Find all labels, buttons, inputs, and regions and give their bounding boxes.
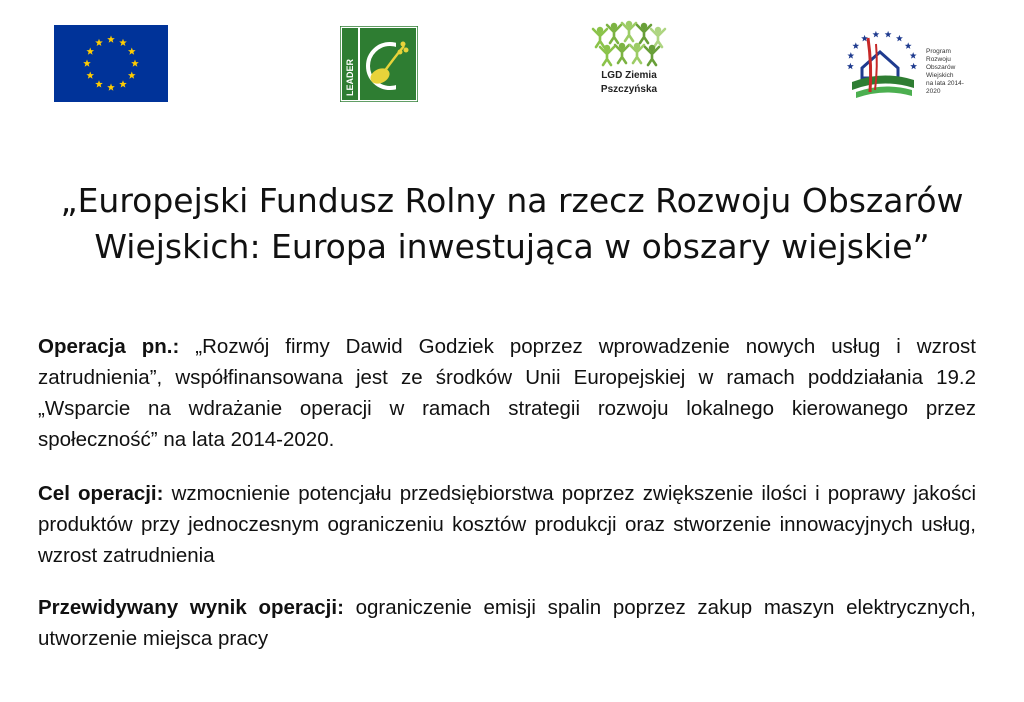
operation-goal-paragraph [38, 478, 976, 571]
lgd-logo-line1: LGD Ziemia [601, 70, 657, 81]
lgd-figure-icon [615, 43, 629, 63]
lgd-figure-icon [637, 23, 651, 43]
operation-goal-label: Cel operacji: [38, 482, 164, 505]
operation-name-paragraph [38, 331, 976, 455]
prow-logo [842, 22, 974, 104]
prow-star-icon [905, 42, 912, 49]
prow-star-icon [885, 31, 892, 38]
lgd-figure-icon [593, 27, 607, 47]
lgd-figure-icon [600, 45, 614, 65]
lgd-figure-icon [622, 21, 636, 41]
expected-result-text: ograniczenie emisji spalin poprzez zakup maszyn elektrycznych, utworzenie miejsca pracy [38, 596, 976, 650]
lgd-figure-icon [630, 43, 644, 63]
lgd-figure-icon [645, 45, 659, 65]
prow-star-icon [852, 42, 859, 49]
prow-line-2: Rozwoju [926, 56, 951, 63]
expected-result-paragraph [38, 592, 976, 654]
leader-logo-text: LEADER [345, 58, 355, 96]
lgd-logo [590, 20, 668, 104]
expected-result-label: Przewidywany wynik operacji: [38, 596, 344, 619]
operation-name-text: „Rozwój firmy Dawid Godziek poprzez wprowadzenie nowych usług i wzrost zatrudnienia”, współfinansowana jest ze środków Unii Europejskiej w ramach poddziałania 19.2 „Wsparcie na wdrażanie operacji w ramach strategii rozwoju lokalnego kierowanego przez społeczność” na lata 2014-2020. [38, 335, 976, 451]
lgd-figures-icon [590, 20, 668, 68]
prow-star-icon [847, 52, 854, 59]
lgd-figure-icon [651, 27, 665, 47]
prow-star-icon [847, 63, 854, 70]
prow-line-1: Program [926, 48, 951, 55]
page-title: „Europejski Fundusz Rolny na rzecz Rozwoju Obszarów Wiejskich: Europa inwestująca w obszary wiejskie” [60, 181, 964, 266]
eu-flag-logo [54, 25, 168, 102]
prow-logo-icon [842, 22, 924, 104]
prow-star-icon [872, 31, 879, 38]
prow-line-4: Wiejskich [926, 72, 954, 79]
eu-flag-icon [54, 25, 168, 102]
operation-goal-text: wzmocnienie potencjału przedsiębiorstwa poprzez zwiększenie ilości i poprawy jakości produktów przy jednoczesnym ograniczeniu kosztów produkcji oraz stworzenie innowacyjnych usług, wzrost zatrudnienia [38, 482, 976, 567]
prow-star-icon [896, 35, 903, 42]
leader-logo-icon [340, 26, 418, 102]
prow-star-icon [910, 63, 917, 70]
prow-logo-text [926, 48, 976, 96]
prow-line-3: Obszarów [926, 64, 956, 71]
lgd-figure-icon [607, 23, 621, 43]
leader-logo [340, 26, 418, 102]
lgd-logo-line2: Pszczyńska [600, 84, 658, 95]
prow-star-icon [910, 52, 917, 59]
prow-line-5: na lata 2014-2020 [926, 80, 964, 95]
operation-name-label: Operacja pn.: [38, 335, 180, 358]
